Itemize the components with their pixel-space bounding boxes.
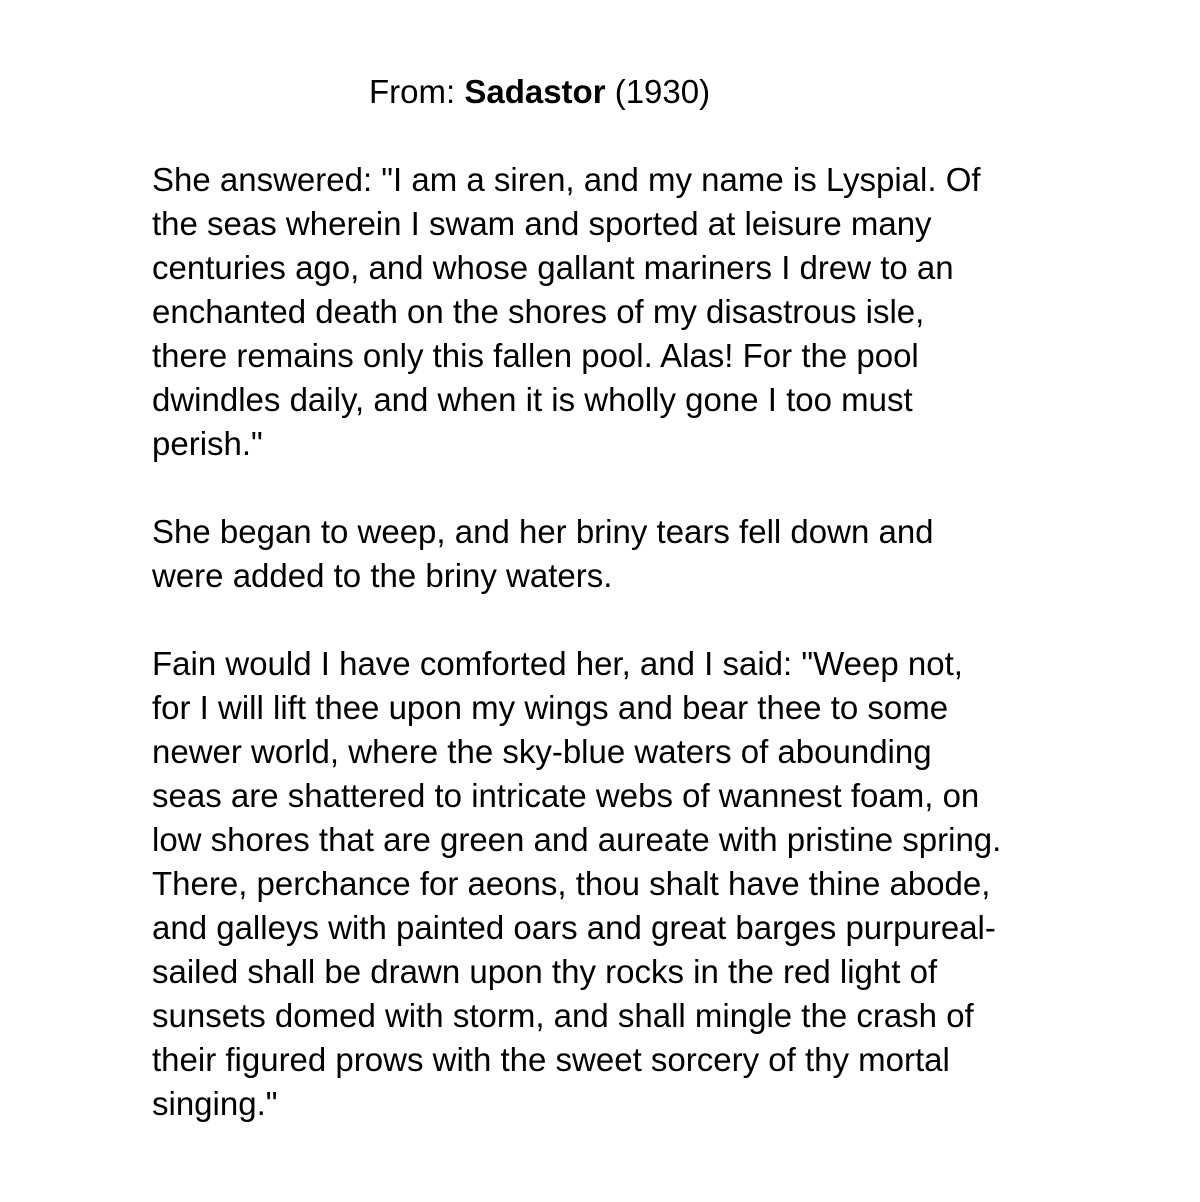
paragraph-3 (152, 642, 1082, 1126)
text-line: low shores that are green and aureate with pristine spring. (152, 821, 1002, 858)
text-line: singing." (152, 1085, 278, 1122)
text-line: the seas wherein I swam and sported at leisure many (152, 205, 932, 242)
text-line: dwindles daily, and when it is wholly gone I too must (152, 381, 913, 418)
text-line: centuries ago, and whose gallant mariners I drew to an (152, 249, 954, 286)
text-line: enchanted death on the shores of my disastrous isle, (152, 293, 925, 330)
text-line: She began to weep, and her briny tears fell down and (152, 513, 934, 550)
text-line: were added to the briny waters. (152, 557, 613, 594)
heading-prefix: From: (369, 73, 465, 110)
source-heading (369, 70, 710, 114)
work-title: Sadastor (464, 73, 606, 110)
text-line: for I will lift thee upon my wings and bear thee to some (152, 689, 949, 726)
text-line: Fain would I have comforted her, and I said: "Weep not, (152, 645, 963, 682)
text-line: sailed shall be drawn upon thy rocks in the red light of (152, 953, 938, 990)
text-line: newer world, where the sky-blue waters of abounding (152, 733, 932, 770)
text-line: perish." (152, 425, 263, 462)
text-line: She answered: "I am a siren, and my name is Lyspial. Of (152, 161, 981, 198)
paragraph-2 (152, 510, 1082, 598)
text-line: sunsets domed with storm, and shall mingle the crash of (152, 997, 974, 1034)
text-line: seas are shattered to intricate webs of wannest foam, on (152, 777, 980, 814)
text-line: there remains only this fallen pool. Alas! For the pool (152, 337, 919, 374)
text-line: There, perchance for aeons, thou shalt have thine abode, (152, 865, 991, 902)
paragraph-1 (152, 158, 1082, 466)
publication-year: (1930) (605, 73, 711, 110)
text-line: their figured prows with the sweet sorcery of thy mortal (152, 1041, 950, 1078)
text-line: and galleys with painted oars and great barges purpureal- (152, 909, 996, 946)
excerpt-body (152, 158, 1082, 1126)
